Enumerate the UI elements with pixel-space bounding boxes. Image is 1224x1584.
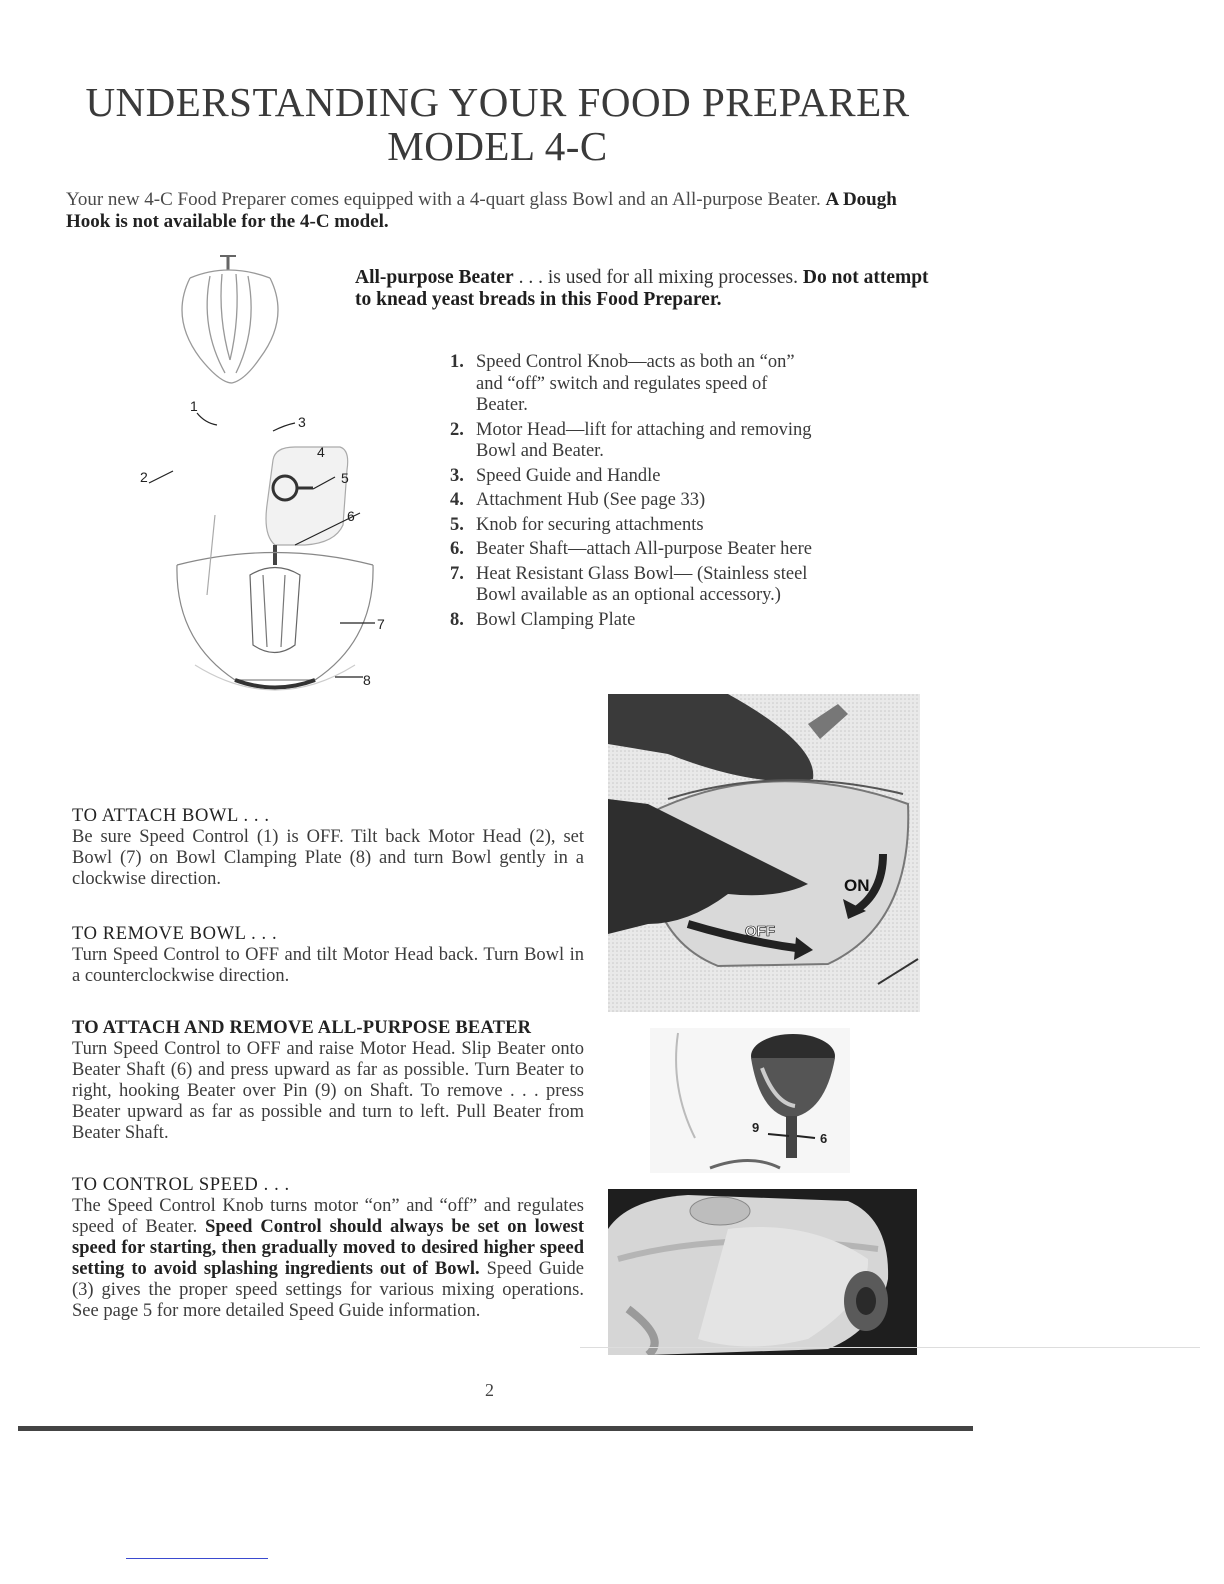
page-number: 2 [485, 1380, 494, 1400]
list-item [450, 610, 820, 632]
item-number: 4. [450, 490, 464, 510]
divider-line [580, 1347, 1200, 1348]
section-text [72, 1196, 584, 1322]
item-text: Speed Guide and Handle [476, 465, 661, 486]
intro-bold-note: A Dough Hook is not available for the 4-C model. [66, 189, 897, 232]
callout-6: 6 [347, 508, 355, 524]
callout-8: 8 [363, 672, 371, 688]
off-label: OFF [745, 923, 775, 940]
speed-text-after: Speed Guide (3) gives the proper speed settings for various mixing operations. See page 5 for more detailed Speed Guide information. [72, 1259, 584, 1321]
item-number: 7. [450, 563, 464, 584]
list-item [450, 515, 820, 537]
item-number: 3. [450, 465, 464, 486]
callout-7: 7 [377, 616, 385, 632]
beater-illustration [160, 248, 300, 388]
intro-text: Your new 4-C Food Preparer comes equipped with a 4-quart glass Bowl and an All-purpose Beater. [66, 189, 826, 210]
parts-list [450, 352, 820, 634]
mixer-diagram [135, 395, 415, 740]
section-text: Be sure Speed Control (1) is OFF. Tilt back Motor Head (2), set Bowl (7) on Bowl Clamping Plate (8) and turn Bowl gently in a clockwise direction. [72, 827, 584, 889]
section-attach-bowl [72, 806, 584, 890]
title-line-1: UNDERSTANDING YOUR FOOD PREPARER [85, 79, 910, 125]
item-text: Speed Control Knob—acts as both an “on” and “off” switch and regulates speed of Beater. [476, 352, 795, 415]
item-text: Knob for securing attachments [476, 514, 704, 535]
beater-warning: Do not attempt to knead yeast breads in this Food Preparer. [355, 267, 929, 310]
list-item [450, 466, 820, 488]
item-text: Heat Resistant Glass Bowl— (Stainless steel Bowl available as an optional accessory.) [476, 563, 808, 605]
speed-warning: Speed Control should always be set on lowest speed for starting, then gradually moved to desired higher speed setting to avoid splashing ingredients out of Bowl. [72, 1217, 584, 1279]
footer-bar [18, 1426, 973, 1431]
item-number: 2. [450, 419, 464, 440]
list-item [450, 490, 820, 512]
section-heading: TO REMOVE BOWL . . . [72, 924, 278, 944]
beater-description [355, 267, 930, 311]
section-heading: TO ATTACH AND REMOVE ALL-PURPOSE BEATER [72, 1018, 532, 1038]
item-number: 8. [450, 609, 464, 630]
item-text: Beater Shaft—attach All-purpose Beater here [476, 539, 812, 559]
section-text: Turn Speed Control to OFF and tilt Motor Head back. Turn Bowl in a counterclockwise direction. [72, 945, 584, 986]
item-text: Attachment Hub (See page 33) [476, 490, 706, 510]
item-number: 5. [450, 514, 464, 535]
shaft-label: 6 [820, 1131, 828, 1146]
callout-4: 4 [317, 444, 325, 460]
list-item [450, 564, 820, 607]
item-text: Motor Head—lift for attaching and removing Bowl and Beater. [476, 419, 812, 461]
list-item [450, 539, 820, 561]
callout-3: 3 [298, 414, 306, 430]
item-number: 6. [450, 539, 464, 559]
speed-text-before: The Speed Control Knob turns motor “on” and “off” and regulates speed of Beater. [72, 1196, 584, 1237]
section-heading: TO ATTACH BOWL . . . [72, 806, 270, 826]
item-text: Bowl Clamping Plate [476, 609, 636, 630]
bowl-attach-photo [608, 694, 920, 1012]
beater-shaft-photo [650, 1028, 850, 1173]
list-item [450, 420, 820, 463]
callout-1: 1 [190, 398, 198, 414]
item-number: 1. [450, 352, 464, 372]
page-title [0, 80, 995, 168]
footer-line [126, 1558, 268, 1559]
section-attach-beater [72, 1018, 584, 1144]
callout-2: 2 [140, 469, 148, 485]
intro-paragraph [66, 189, 926, 233]
section-remove-bowl [72, 924, 584, 987]
list-item [450, 352, 820, 417]
beater-text: . . . is used for all mixing processes. [513, 267, 803, 288]
on-label: ON [844, 876, 870, 895]
section-heading: TO CONTROL SPEED . . . [72, 1175, 290, 1195]
speed-control-photo [608, 1189, 917, 1355]
section-control-speed [72, 1175, 584, 1322]
beater-term: All-purpose Beater [355, 267, 514, 288]
title-line-2: MODEL 4-C [387, 123, 608, 169]
callout-5: 5 [341, 470, 349, 486]
pin-label: 9 [752, 1120, 760, 1135]
section-text: Turn Speed Control to OFF and raise Motor Head. Slip Beater onto Beater Shaft (6) and press upward as far as possible. Turn Beater to right, hooking Beater over Pin (9) on Shaft. To remove . . . press Beater upward as far as possible and turn to left. Pull Beater from Beater Shaft. [72, 1039, 584, 1143]
